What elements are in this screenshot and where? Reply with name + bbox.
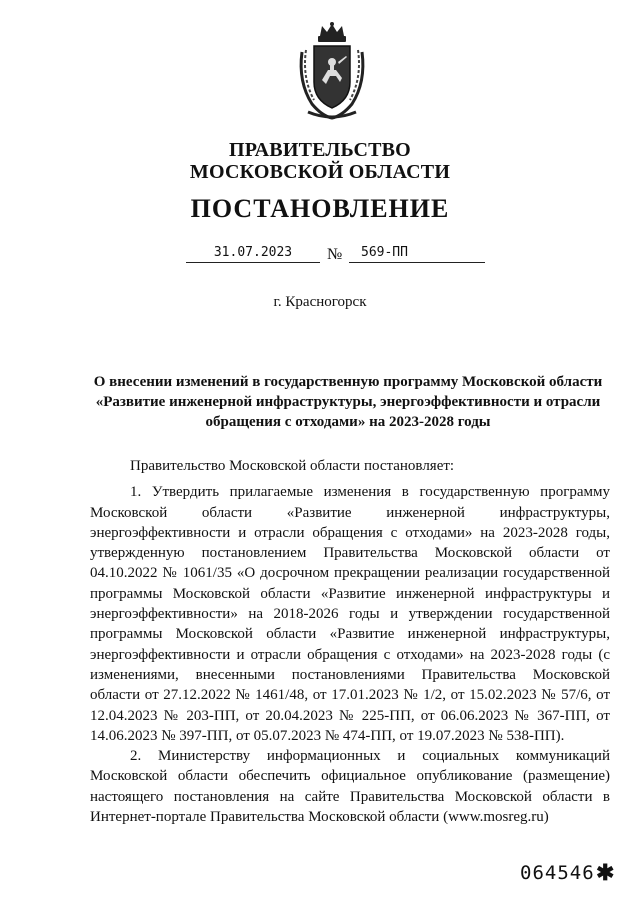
subject-line: обращения с отходами» на 2023-2028 годы bbox=[205, 414, 491, 430]
subject-line: О внесении изменений в государственную программу Московской области bbox=[93, 374, 603, 390]
document-type-title: ПОСТАНОВЛЕНИЕ bbox=[190, 194, 450, 223]
coat-of-arms-icon bbox=[294, 22, 370, 122]
document-subject bbox=[88, 372, 608, 432]
date-number-line bbox=[0, 244, 640, 266]
subject-line: «Развитие инженерной инфраструктуры, энергоэффективности и отрасли bbox=[95, 394, 601, 410]
organization-region: МОСКОВСКОЙ ОБЛАСТИ bbox=[189, 161, 451, 183]
document-body bbox=[90, 456, 610, 827]
number-sign: № bbox=[327, 246, 343, 263]
paragraph-2: 2. Министерству информационных и социальных коммуникаций Московской области обеспечить официальное опубликование (размещение) настоящего постановления на сайте Правительства Московской области в Интернет-портале Правительства Московской области (www.mosreg.ru) bbox=[90, 748, 610, 826]
organization-name: ПРАВИТЕЛЬСТВО bbox=[229, 139, 411, 161]
document-date: 31.07.2023 bbox=[186, 244, 320, 263]
city-label: г. Красногорск bbox=[273, 294, 367, 310]
asterisk-mark: ✱ bbox=[596, 860, 615, 885]
intro-paragraph: Правительство Московской области постановляет: bbox=[130, 458, 455, 474]
paragraph-1: 1. Утвердить прилагаемые изменения в государственную программу Московской области «Развитие инженерной инфраструктуры, энергоэффективности и отрасли обращения с отходами» на 2023-2028 годы, утвержденную постановлением Правительства Московской области от 04.10.2022 № 1061/35 «О досрочном прекращении реализации государственной программы Московской области «Развитие инженерной инфраструктуры и энергоэффективности» на 2018-2026 годы и утверждении государственной программы Московской области «Развитие инженерной инфраструктуры, энергоэффективности и отрасли обращения с отходами» на 2023-2028 годы (с изменениями, внесенными постановлениями Правительства Московской области от 27.12.2022 № 1461/48, от 17.01.2023 № 1/2, от 15.02.2023 № 57/6, от 12.04.2023 № 203-ПП, от 20.04.2023 № 225-ПП, от 06.06.2023 № 367-ПП, от 14.06.2023 № 397-ПП, от 05.07.2023 № 474-ПП, от 19.07.2023 № 538-ПП). bbox=[90, 484, 610, 744]
document-number: 569-ПП bbox=[349, 244, 485, 263]
serial-number: 064546 bbox=[520, 862, 595, 884]
